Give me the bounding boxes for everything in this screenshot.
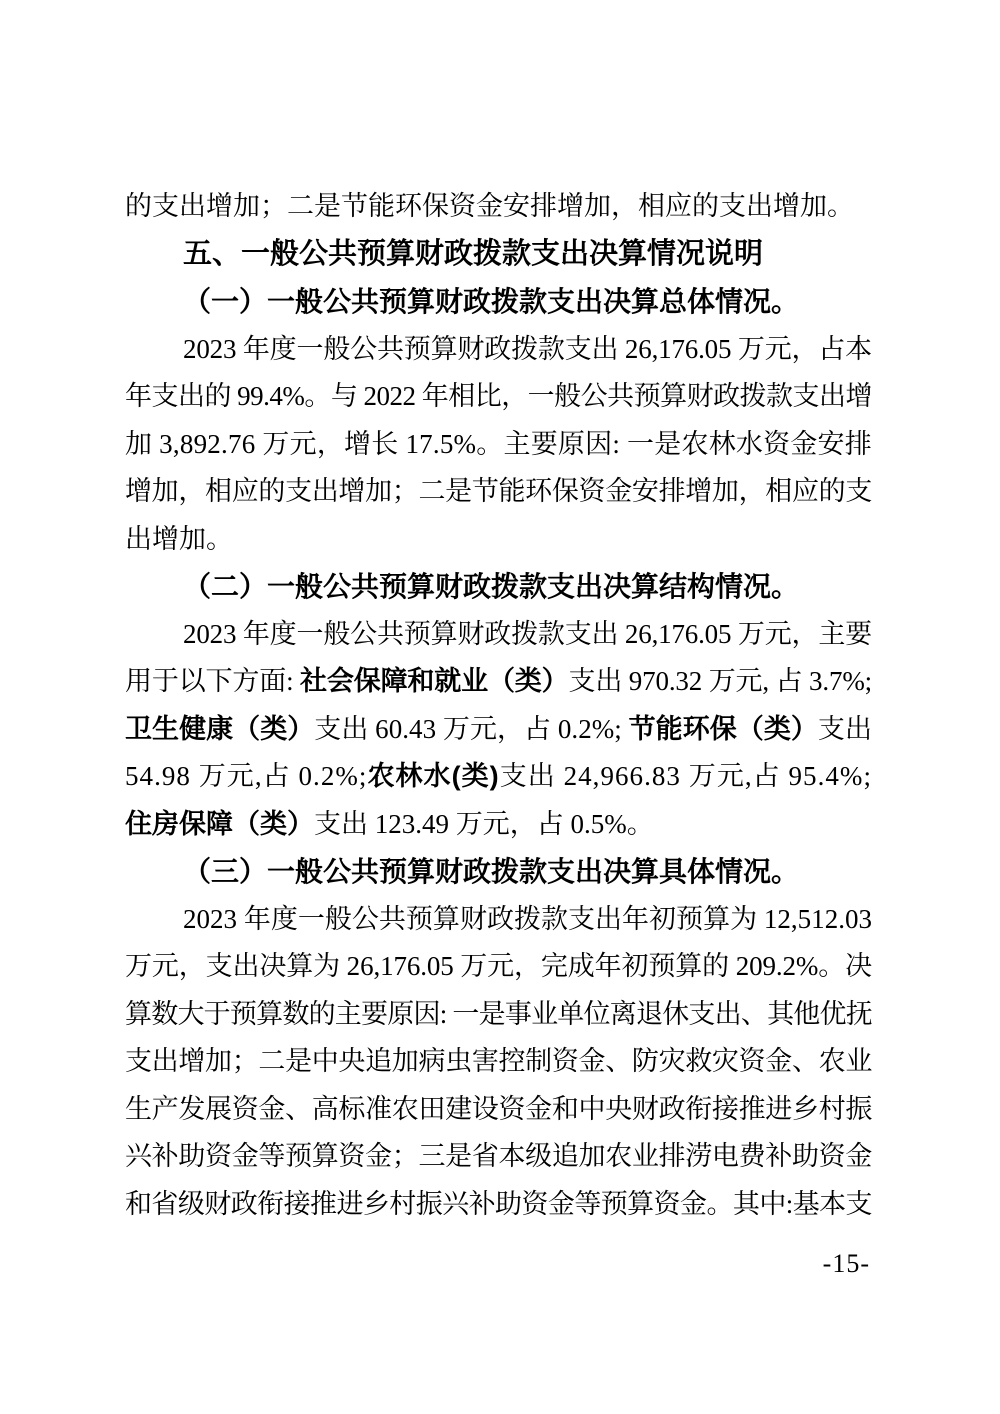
emphasis-text: 节能环保（类） <box>628 713 818 744</box>
text-line <box>125 611 872 659</box>
subsection-heading-3 <box>125 848 872 896</box>
subsection-heading-2 <box>125 563 872 611</box>
text-run: 支出 <box>817 713 873 744</box>
text-run: 2023 年度一般公共预算财政拨款支出 26,176.05 万元，占本 <box>183 333 872 364</box>
text-run: 生产发展资金、高标准农田建设资金和中央财政衔接推进乡村振 <box>125 1093 872 1124</box>
text-run: 兴补助资金等预算资金；三是省本级追加农业排涝电费补助资金 <box>125 1141 872 1171</box>
emphasis-text: 社会保障和就业（类） <box>300 666 569 696</box>
emphasis-text: 卫生健康（类） <box>125 713 315 744</box>
text-line <box>125 1181 872 1229</box>
text-run: 年支出的 99.4%。与 2022 年相比，一般公共预算财政拨款支出增 <box>125 381 872 411</box>
text-line <box>125 658 872 706</box>
text-run: 2023 年度一般公共预算财政拨款支出年初预算为 12,512.03 <box>183 903 872 934</box>
emphasis-text: 五、一般公共预算财政拨款支出决算情况说明 <box>183 237 764 270</box>
text-line <box>125 1086 872 1134</box>
paragraph-end-line <box>125 516 872 564</box>
text-run: 支出 60.43 万元，占 0.2%; <box>314 713 629 744</box>
document-body <box>125 183 872 1228</box>
text-line <box>125 896 872 944</box>
text-run: 支出 24,966.83 万元,占 95.4%; <box>499 761 872 791</box>
text-line <box>125 1038 872 1086</box>
text-run: 支出增加；二是中央追加病虫害控制资金、防灾救灾资金、农业 <box>125 1046 872 1076</box>
text-run: 和省级财政衔接推进乡村振兴补助资金等预算资金。其中:基本支 <box>125 1188 872 1219</box>
text-run: 加 3,892.76 万元，增长 17.5%。主要原因: 一是农林水资金安排 <box>125 428 872 459</box>
text-run: 支出 970.32 万元, 占 3.7%; <box>568 666 873 696</box>
text-line <box>125 706 872 754</box>
emphasis-text: （二）一般公共预算财政拨款支出决算结构情况。 <box>183 571 800 602</box>
text-run: 算数大于预算数的主要原因: 一是事业单位离退休支出、其他优抚 <box>125 998 872 1029</box>
text-line <box>125 468 872 516</box>
text-line <box>125 373 872 421</box>
text-run: 用于以下方面: <box>125 666 301 696</box>
subsection-heading-1 <box>125 278 872 326</box>
text-run: 出增加。 <box>125 523 233 554</box>
text-run: 2023 年度一般公共预算财政拨款支出 26,176.05 万元，主要 <box>183 618 872 649</box>
text-line <box>125 1133 872 1181</box>
text-line <box>125 326 872 374</box>
text-line <box>125 991 872 1039</box>
emphasis-text: （三）一般公共预算财政拨款支出决算具体情况。 <box>183 856 800 887</box>
text-run: 万元，支出决算为 26,176.05 万元，完成年初预算的 209.2%。决 <box>125 951 872 981</box>
emphasis-text: 农林水(类) <box>367 761 500 791</box>
emphasis-text: 住房保障（类） <box>125 808 314 839</box>
text-run: 支出 123.49 万元，占 0.5%。 <box>314 808 654 839</box>
paragraph-end-line <box>125 801 872 849</box>
text-line <box>125 421 872 469</box>
text-run: 增加，相应的支出增加；二是节能环保资金安排增加，相应的支 <box>125 476 872 506</box>
text-run: 54.98 万元,占 0.2%; <box>125 761 368 791</box>
emphasis-text: （一）一般公共预算财政拨款支出决算总体情况。 <box>183 286 800 317</box>
text-line <box>125 943 872 991</box>
paragraph-end-line <box>125 183 872 231</box>
text-line <box>125 753 872 801</box>
page-number: -15- <box>822 1249 870 1278</box>
section-heading-5 <box>125 231 872 279</box>
text-run: 的支出增加；二是节能环保资金安排增加，相应的支出增加。 <box>125 191 854 221</box>
